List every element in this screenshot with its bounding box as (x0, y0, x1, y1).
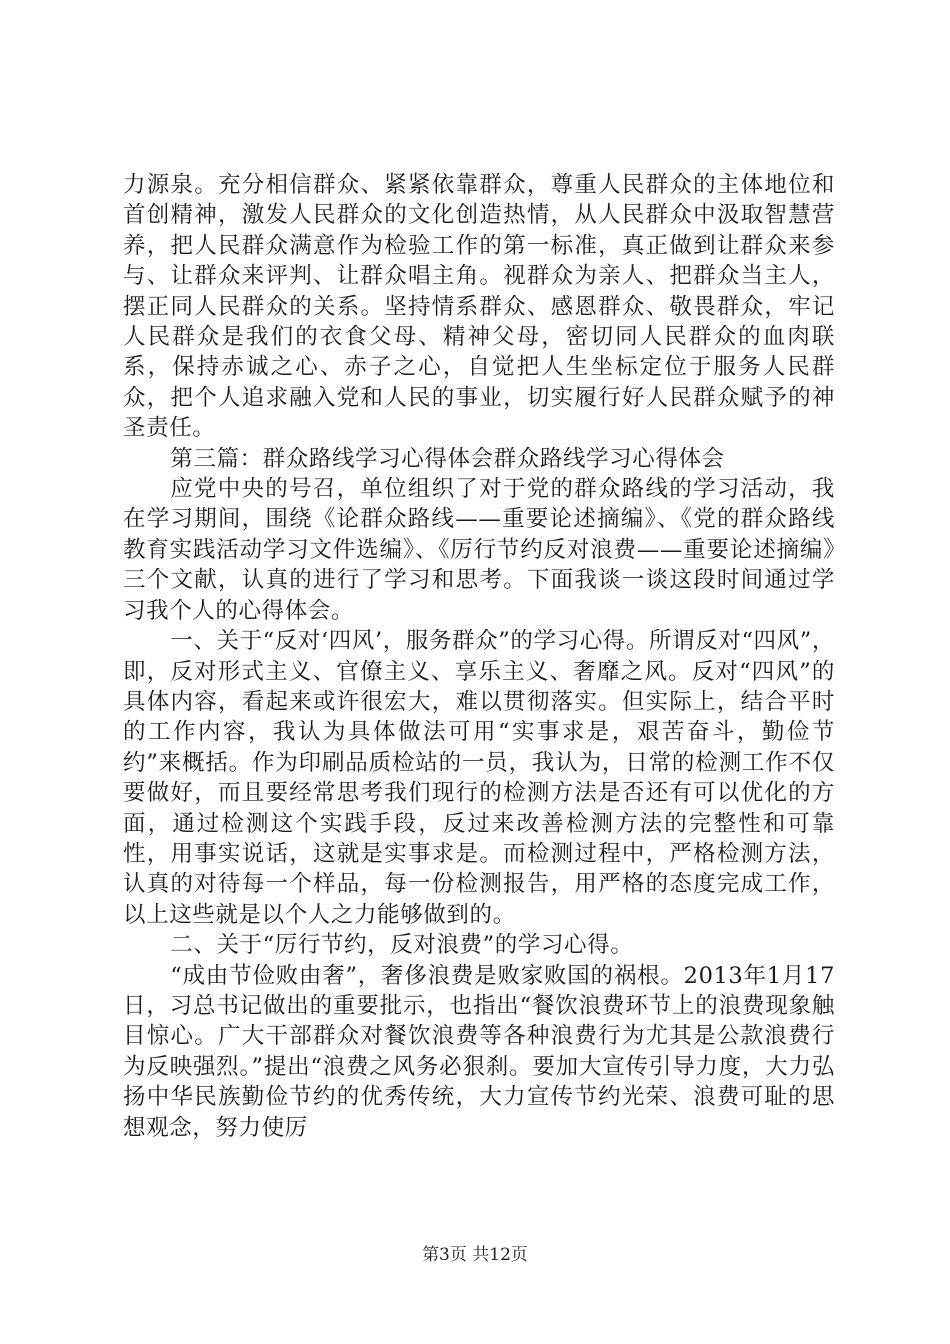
paragraph-continuation: 力源泉。充分相信群众、紧紧依靠群众，尊重人民群众的主体地位和首创精神，激发人民群众的文化创造热情，从人民群众中汲取智慧营养，把人民群众满意作为检验工作的第一标准，真正做到让群众来参与、让群众来评判、让群众唱主角。视群众为亲人、把群众当主人，摆正同人民群众的关系。坚持情系群众、感恩群众、敬畏群众，牢记人民群众是我们的衣食父母、精神父母，密切同人民群众的血肉联系，保持赤诚之心、赤子之心，自觉把人生坐标定位于服务人民群众，把个人追求融入党和人民的事业，切实履行好人民群众赋予的神圣责任。 (123, 172, 835, 442)
page-number-footer: 第3页 共12页 (422, 1245, 528, 1265)
paragraph-point-two-body: “成由节俭败由奢”，奢侈浪费是败家败国的祸根。2013年1月17日，习总书记做出的重要批示，也指出“餐饮浪费环节上的浪费现象触目惊心。广大干部群众对餐饮浪费等各种浪费行为尤其是公款浪费行为反映强烈。”提出“浪费之风务必狠刹。要加大宣传引导力度，大力弘扬中华民族勤俭节约的优秀传统，大力宣传节约光荣、浪费可耻的思想观念，努力使厉 (123, 962, 835, 1141)
document-body (123, 170, 835, 1143)
paragraph-point-one: 一、关于“反对‘四风’，服务群众”的学习心得。所谓反对“四风”，即，反对形式主义、官僚主义、享乐主义、奢靡之风。反对“四风”的具体内容，看起来或许很宏大，难以贯彻落实。但实际上，结合平时的工作内容，我认为具体做法可用“实事求是，艰苦奋斗，勤俭节约”来概括。作为印刷品质检站的一员，我认为，日常的检测工作不仅要做好，而且要经常思考我们现行的检测方法是否还有可以优化的方面，通过检测这个实践手段，反过来改善检测方法的完整性和可靠性，用事实说话，这就是实事求是。而检测过程中，严格检测方法，认真的对待每一个样品，每一份检测报告，用严格的态度完成工作，以上这些就是以个人之力能够做到的。 (123, 628, 835, 928)
paragraph-point-two-heading: 二、关于“厉行节约，反对浪费”的学习心得。 (170, 932, 634, 959)
section-heading: 第三篇：群众路线学习心得体会群众路线学习心得体会 (170, 445, 725, 472)
paragraph-intro: 应党中央的号召，单位组织了对于党的群众路线的学习活动，我在学习期间，围绕《论群众路线——重要论述摘编》、《党的群众路线教育实践活动学习文件选编》、《厉行节约反对浪费——重要论述摘编》三个文献，认真的进行了学习和思考。下面我谈一谈这段时间通过学习我个人的心得体会。 (123, 476, 835, 624)
